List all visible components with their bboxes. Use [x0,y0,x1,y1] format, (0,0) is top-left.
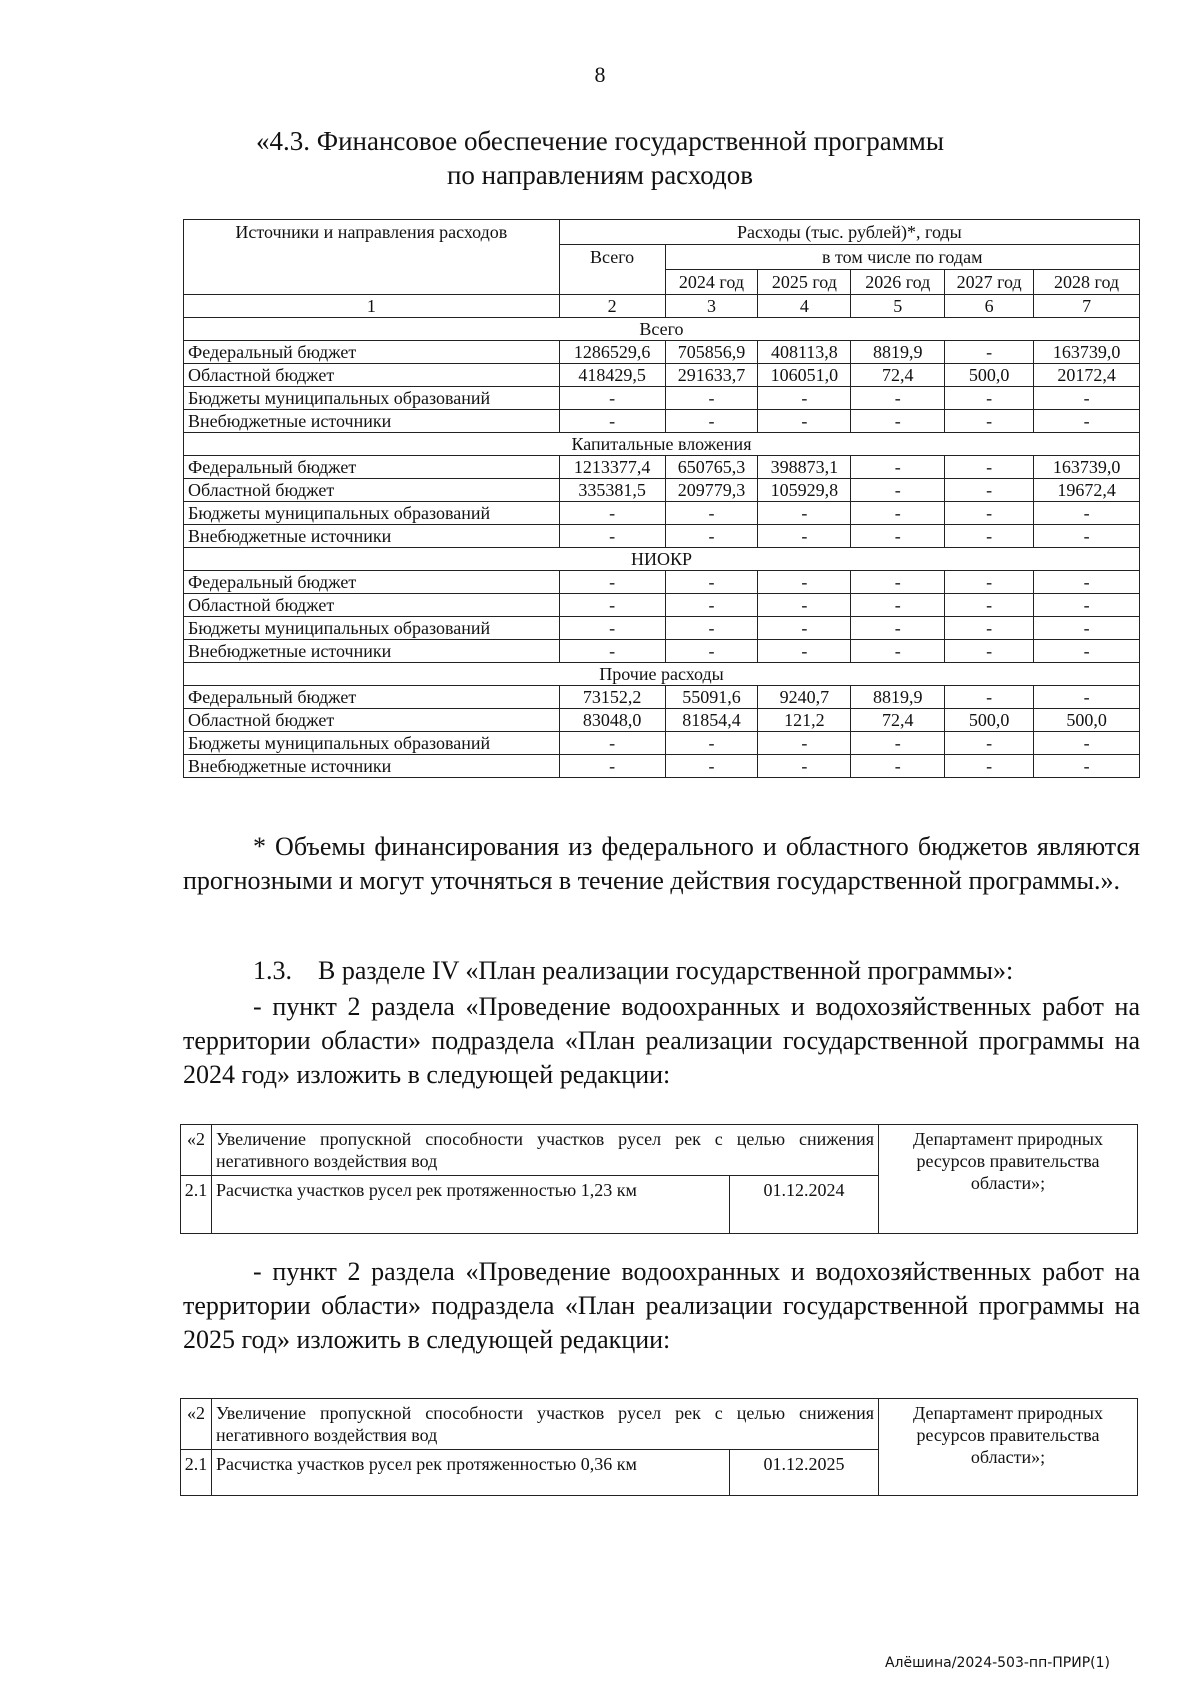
footnote: * Объемы финансирования из федерального и областного бюджетов являются прогнозными и могут уточняться в течение действия государственной программы.». [183,832,1140,895]
amount-cell: - [665,502,758,525]
column-number: 5 [851,295,945,318]
amount-cell: - [851,410,945,433]
header-year: 2028 год [1034,270,1140,295]
column-number: 2 [559,295,665,318]
funding-source: Областной бюджет [184,479,560,502]
section-title-line-2: по направлениям расходов [446,160,753,190]
amount-cell: - [945,732,1034,755]
amount-cell: - [665,571,758,594]
table-row [184,456,1140,479]
plan-department: Департамент природных ресурсов правительства области»; [879,1399,1138,1496]
section-header: Всего [184,318,1140,341]
amount-cell: - [559,640,665,663]
amount-cell: - [665,640,758,663]
amount-cell: - [945,341,1034,364]
amount-cell: - [559,617,665,640]
amount-cell: - [945,617,1034,640]
column-number: 4 [758,295,851,318]
amount-cell: - [945,525,1034,548]
paragraph-2024: - пункт 2 раздела «Проведение водоохранных и водохозяйственных работ на территории области» подраздела «План реализации государственной программы на 2024 год» изложить в следующей редакции: [183,992,1140,1089]
plan-row-number: 2.1 [181,1176,212,1234]
amount-cell: - [665,617,758,640]
amount-cell: - [559,525,665,548]
column-number: 6 [945,295,1034,318]
amount-cell: - [851,617,945,640]
amount-cell: - [758,502,851,525]
amount-cell: - [945,502,1034,525]
amount-cell: - [559,410,665,433]
header-year: 2024 год [665,270,758,295]
amount-cell: - [851,571,945,594]
funding-source: Внебюджетные источники [184,410,560,433]
amount-cell: 1286529,6 [559,341,665,364]
funding-source: Федеральный бюджет [184,686,560,709]
table-row [184,755,1140,778]
plan-row-number: 2.1 [181,1450,212,1496]
amount-cell: - [1034,755,1140,778]
amount-cell: - [559,387,665,410]
finance-table [183,219,1140,778]
amount-cell: 20172,4 [1034,364,1140,387]
amount-cell: - [1034,732,1140,755]
amount-cell: - [1034,686,1140,709]
plan-activity: Увеличение пропускной способности участков русел рек с целью снижения негативного воздействия вод [212,1125,879,1176]
funding-source: Областной бюджет [184,709,560,732]
funding-source: Внебюджетные источники [184,525,560,548]
table-row [184,732,1140,755]
amount-cell: 209779,3 [665,479,758,502]
plan-date: 01.12.2025 [730,1450,879,1496]
amount-cell: - [851,456,945,479]
table-row [184,686,1140,709]
amount-cell: 705856,9 [665,341,758,364]
amount-cell: - [1034,387,1140,410]
amount-cell: - [758,755,851,778]
table-row [184,502,1140,525]
header-year: 2026 год [851,270,945,295]
plan-date: 01.12.2024 [730,1176,879,1234]
amount-cell: 19672,4 [1034,479,1140,502]
amount-cell: 1213377,4 [559,456,665,479]
table-row [184,341,1140,364]
funding-source: Бюджеты муниципальных образований [184,732,560,755]
amount-cell: - [945,479,1034,502]
plan-row-number: «2 [181,1125,212,1176]
amount-cell: - [559,755,665,778]
amount-cell: - [758,640,851,663]
table-row [184,387,1140,410]
amount-cell: - [559,571,665,594]
page-number: 8 [594,62,606,87]
header-year: 2025 год [758,270,851,295]
amount-cell: - [758,410,851,433]
table-row [184,594,1140,617]
section-title [0,124,1200,192]
amount-cell: 72,4 [851,364,945,387]
section-title-line-1: «4.3. Финансовое обеспечение государственной программы [256,126,944,156]
amount-cell: - [1034,640,1140,663]
amount-cell: - [945,755,1034,778]
item-1-3: 1.3. В разделе IV «План реализации государственной программы»: [253,956,1014,985]
plan-activity: Увеличение пропускной способности участков русел рек с целью снижения негативного воздействия вод [212,1399,879,1450]
table-row [184,640,1140,663]
amount-cell: - [758,571,851,594]
amount-cell: 500,0 [945,364,1034,387]
amount-cell: 163739,0 [1034,456,1140,479]
amount-cell: 81854,4 [665,709,758,732]
column-number: 7 [1034,295,1140,318]
amount-cell: 8819,9 [851,341,945,364]
amount-cell: - [945,686,1034,709]
header-expenses: Расходы (тыс. рублей)*, годы [559,220,1139,245]
table-row [184,479,1140,502]
amount-cell: 121,2 [758,709,851,732]
amount-cell: - [1034,502,1140,525]
amount-cell: - [851,594,945,617]
amount-cell: - [665,732,758,755]
header-by-years: в том числе по годам [665,245,1139,270]
amount-cell: - [945,571,1034,594]
amount-cell: 335381,5 [559,479,665,502]
amount-cell: - [665,410,758,433]
amount-cell: 73152,2 [559,686,665,709]
amount-cell: 650765,3 [665,456,758,479]
header-year: 2027 год [945,270,1034,295]
funding-source: Бюджеты муниципальных образований [184,387,560,410]
column-number: 3 [665,295,758,318]
funding-source: Федеральный бюджет [184,571,560,594]
amount-cell: 72,4 [851,709,945,732]
header-total: Всего [559,245,665,295]
section-header: Капитальные вложения [184,433,1140,456]
amount-cell: - [1034,571,1140,594]
document-code: Алёшина/2024-503-пп-ПРИР(1) [884,1655,1110,1671]
amount-cell: - [851,755,945,778]
amount-cell: 291633,7 [665,364,758,387]
amount-cell: 55091,6 [665,686,758,709]
amount-cell: - [945,594,1034,617]
table-row [184,709,1140,732]
plan-department: Департамент природных ресурсов правительства области»; [879,1125,1138,1234]
amount-cell: 105929,8 [758,479,851,502]
funding-source: Бюджеты муниципальных образований [184,502,560,525]
table-row [184,571,1140,594]
amount-cell: - [1034,594,1140,617]
amount-cell: 418429,5 [559,364,665,387]
amount-cell: - [945,640,1034,663]
amount-cell: 8819,9 [851,686,945,709]
section-header: Прочие расходы [184,663,1140,686]
paragraph-2025: - пункт 2 раздела «Проведение водоохранных и водохозяйственных работ на территории области» подраздела «План реализации государственной программы на 2025 год» изложить в следующей редакции: [183,1257,1140,1354]
column-number: 1 [184,295,560,318]
amount-cell: - [758,617,851,640]
funding-source: Областной бюджет [184,364,560,387]
plan-row-number: «2 [181,1399,212,1450]
amount-cell: - [665,525,758,548]
funding-source: Бюджеты муниципальных образований [184,617,560,640]
plan-activity: Расчистка участков русел рек протяженностью 1,23 км [212,1176,730,1234]
funding-source: Внебюджетные источники [184,755,560,778]
amount-cell: 9240,7 [758,686,851,709]
table-row [184,617,1140,640]
amount-cell: - [945,410,1034,433]
amount-cell: - [1034,525,1140,548]
table-row [184,525,1140,548]
amount-cell: - [758,387,851,410]
table-row [184,364,1140,387]
amount-cell: - [665,387,758,410]
amount-cell: 500,0 [945,709,1034,732]
header-sources: Источники и направления расходов [184,220,560,295]
plan-table-2025 [180,1398,1138,1496]
amount-cell: - [851,640,945,663]
plan-table-2024 [180,1124,1138,1234]
amount-cell: - [758,732,851,755]
amount-cell: - [1034,410,1140,433]
amount-cell: - [559,594,665,617]
amount-cell: 83048,0 [559,709,665,732]
plan-activity: Расчистка участков русел рек протяженностью 0,36 км [212,1450,730,1496]
amount-cell: 163739,0 [1034,341,1140,364]
amount-cell: - [851,732,945,755]
amount-cell: 398873,1 [758,456,851,479]
amount-cell: - [559,502,665,525]
amount-cell: - [851,387,945,410]
funding-source: Областной бюджет [184,594,560,617]
amount-cell: - [758,525,851,548]
amount-cell: 500,0 [1034,709,1140,732]
amount-cell: - [559,732,665,755]
amount-cell: - [758,594,851,617]
amount-cell: - [1034,617,1140,640]
amount-cell: - [665,594,758,617]
amount-cell: - [665,755,758,778]
funding-source: Федеральный бюджет [184,341,560,364]
amount-cell: 408113,8 [758,341,851,364]
amount-cell: 106051,0 [758,364,851,387]
amount-cell: - [945,387,1034,410]
amount-cell: - [851,479,945,502]
funding-source: Федеральный бюджет [184,456,560,479]
funding-source: Внебюджетные источники [184,640,560,663]
amount-cell: - [945,456,1034,479]
table-row [184,410,1140,433]
amount-cell: - [851,525,945,548]
section-header: НИОКР [184,548,1140,571]
amount-cell: - [851,502,945,525]
